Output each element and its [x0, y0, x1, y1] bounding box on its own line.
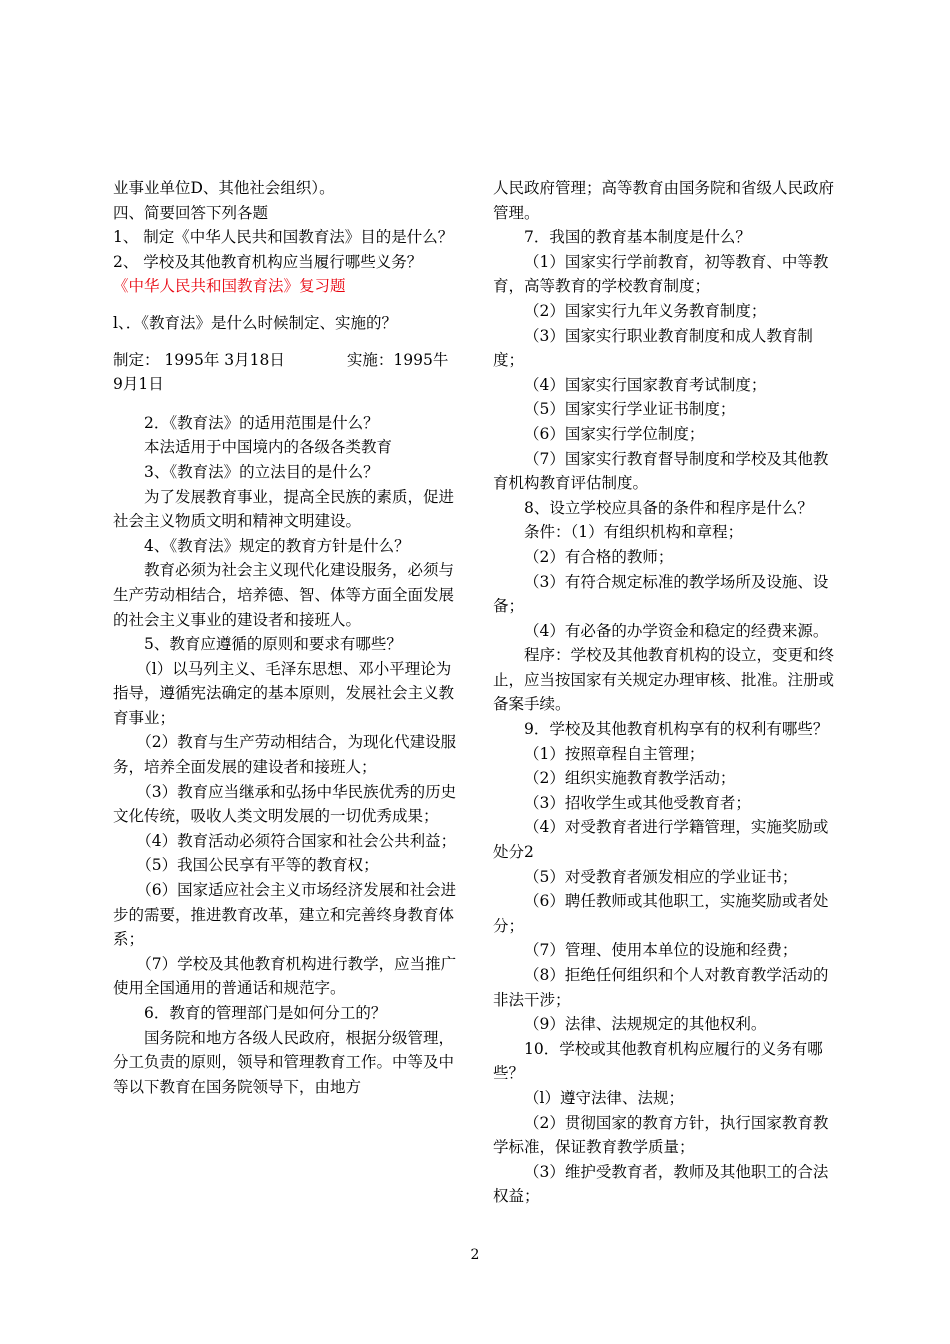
list-item: （4）国家实行国家教育考试制度； [524, 375, 767, 394]
list-item: （3）国家实行职业教育制度和成人教育制度； [493, 326, 813, 370]
list-item: （6）聘任教师或其他职工，实施奖励或者处分； [493, 892, 829, 935]
question: 2、 学校及其他教育机构应当履行哪些义务？ [113, 252, 423, 271]
list-item: （l）遵守法律、法规； [524, 1088, 684, 1107]
question: 10．学校或其他教育机构应履行的义务有哪些？ [493, 1039, 823, 1083]
page-number: 2 [470, 1247, 480, 1263]
list-item: （8）拒绝任何组织和个人对教育教学活动的非法干涉； [493, 966, 829, 1009]
right-column [493, 176, 843, 1209]
list-item: （l）以马列主义、毛泽东思想、邓小平理论为指导，遵循宪法确定的基本原则，发展社会主义教育事业； [113, 659, 455, 727]
review-title: 《中华人民共和国教育法》复习题 [113, 277, 346, 296]
list-item: （2）组织实施教育教学活动； [524, 769, 736, 788]
list-item: （4）对受教育者进行学籍管理，实施奖励或处分2 [493, 818, 829, 862]
answer: 程序：学校及其他教育机构的设立，变更和终止，应当按国家有关规定办理审核、批准。注册或备案手续。 [493, 646, 835, 714]
question: 2．《教育法》的适用范围是什么？ [144, 413, 379, 432]
answer: 本法适用于中国境内的各级各类教育 [144, 438, 393, 457]
list-item: （3）有符合规定标准的教学场所及设施、设备； [493, 572, 829, 616]
list-item: （3）教育应当继承和弘扬中华民族优秀的历史文化传统，吸收人类文明发展的一切优秀成果； [113, 782, 457, 826]
section-heading: 四、简要回答下列各题 [113, 203, 269, 222]
question: 1、 制定《中华人民共和国教育法》目的是什么？ [113, 228, 454, 247]
question: 3、《教育法》的立法目的是什么？ [144, 462, 379, 481]
question: 7．我国的教育基本制度是什么？ [524, 228, 751, 247]
answer: 为了发展教育事业，提高全民族的素质，促进社会主义物质文明和精神文明建设。 [113, 487, 455, 531]
list-item: （2）国家实行九年义务教育制度； [524, 301, 767, 320]
list-item: （4）有必备的办学资金和稳定的经费来源。 [524, 621, 829, 640]
answer: 制定： 1995年 3月18日 实施：1995牛 9月1日 [113, 350, 449, 394]
paragraph: 业事业单位D、其他社会组织）。 [113, 179, 335, 197]
list-item: （5）对受教育者颁发相应的学业证书； [524, 867, 798, 886]
list-item: （2）有合格的教师； [524, 547, 674, 566]
list-item: （3）招收学生或其他受教育者； [524, 793, 751, 812]
answer: 教育必须为社会主义现代化建设服务，必须与生产劳动相结合，培养德、智、体等方面全面发展的社会主义事业的建设者和接班人。 [113, 561, 455, 629]
answer: 人民政府管理；高等教育由国务院和省级人民政府管理。 [493, 179, 835, 222]
question: 4、《教育法》规定的教育方针是什么？ [144, 536, 410, 555]
list-item: （2）贯彻国家的教育方针，执行国家教育教学标准，保证教育教学质量； [493, 1113, 829, 1157]
question: 5、教育应遵循的原则和要求有哪些？ [144, 635, 402, 654]
answer: 国务院和地方各级人民政府，根据分级管理，分工负责的原则，领导和管理教育工作。中等及中等以下教育在国务院领导下，由地方 [113, 1028, 455, 1096]
question: 6．教育的管理部门是如何分工的？ [144, 1004, 387, 1022]
list-item: （4）教育活动必须符合国家和社会公共利益； [136, 831, 457, 850]
list-item: （7）国家实行教育督导制度和学校及其他教育机构教育评估制度。 [493, 449, 829, 493]
left-column [113, 176, 463, 1099]
list-item: （6）国家实行学位制度； [524, 424, 705, 443]
list-item: （6）国家适应社会主义市场经济发展和社会进步的需要，推进教育改革，建立和完善终身教育体系； [113, 881, 457, 949]
list-item: （2）教育与生产劳动相结合，为现化代建设服务，培养全面发展的建设者和接班人； [113, 733, 457, 777]
list-item: （5）国家实行学业证书制度； [524, 400, 736, 419]
list-item: （9）法律、法规规定的其他权利。 [524, 1015, 767, 1034]
question: 9．学校及其他教育机构享有的权利有哪些？ [524, 720, 829, 739]
list-item: （3）维护受教育者，教师及其他职工的合法权益； [493, 1162, 829, 1206]
list-item: （7）学校及其他教育机构进行教学，应当推广使用全国通用的普通话和规范字。 [113, 954, 457, 998]
list-item: （7）管理、使用本单位的设施和经费； [524, 941, 798, 960]
list-item: 条件：（1）有组织机构和章程； [524, 523, 744, 542]
list-item: （1）按照章程自主管理； [524, 744, 705, 763]
list-item: （5）我国公民享有平等的教育权； [136, 856, 379, 875]
question: l、．《教育法》是什么时候制定、实施的？ [113, 313, 397, 332]
list-item: （1）国家实行学前教育，初等教育、中等教育，高等教育的学校教育制度； [493, 252, 829, 296]
question: 8、设立学校应具备的条件和程序是什么？ [524, 498, 813, 517]
